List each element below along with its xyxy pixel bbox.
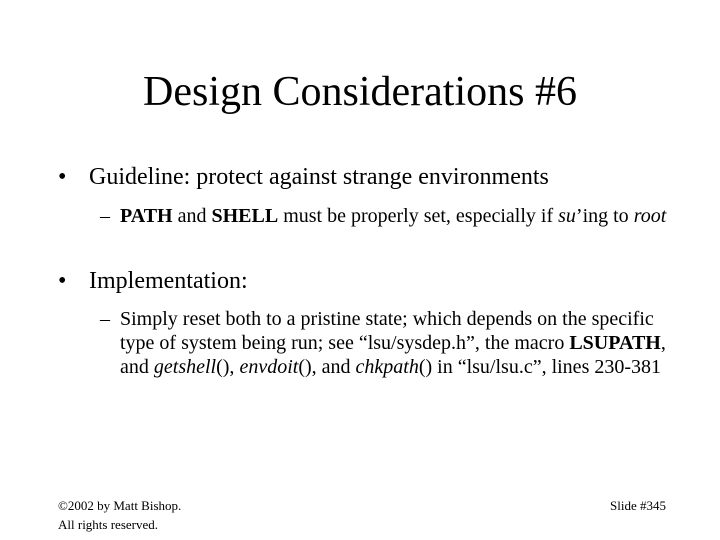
text-run: PATH (120, 205, 173, 227)
text-run: (), and (298, 356, 356, 378)
footer-copyright: ©2002 by Matt Bishop. (58, 498, 182, 513)
subbullet-dash: – (100, 308, 110, 330)
text-run: ’ing to (575, 205, 634, 227)
text-run: must be properly set, especially if (278, 205, 559, 227)
subbullet-dash: – (100, 205, 110, 227)
footer-copyright-block (58, 496, 181, 534)
bullet-dot: • (58, 164, 67, 190)
subbullet-text (120, 204, 680, 228)
bullet-text: Implementation: (89, 268, 248, 294)
text-run: (), (216, 356, 240, 378)
bullet-dot: • (58, 268, 67, 294)
text-run: , and (120, 332, 666, 378)
bullet-text: Guideline: protect against strange environments (89, 164, 549, 190)
text-run: SHELL (211, 205, 279, 227)
footer-slide-number: Slide #345 (610, 498, 666, 513)
text-run: LSUPATH (569, 332, 661, 354)
text-run: chkpath (355, 356, 419, 378)
subbullet-text (120, 307, 680, 379)
text-run: envdoit (239, 356, 299, 378)
footer-rights: All rights reserved. (58, 517, 159, 532)
text-run: getshell (153, 356, 217, 378)
text-run: () in “lsu/lsu.c”, lines 230-381 (418, 356, 662, 378)
text-run: Simply reset both to a pristine state; which depends on the specific type of system being run; see “lsu/sysdep.h”, the macro (120, 308, 654, 354)
text-run: su (558, 205, 576, 227)
text-run: root (633, 205, 667, 227)
slide-title: Design Considerations #6 (143, 69, 577, 115)
text-run: and (172, 205, 212, 227)
